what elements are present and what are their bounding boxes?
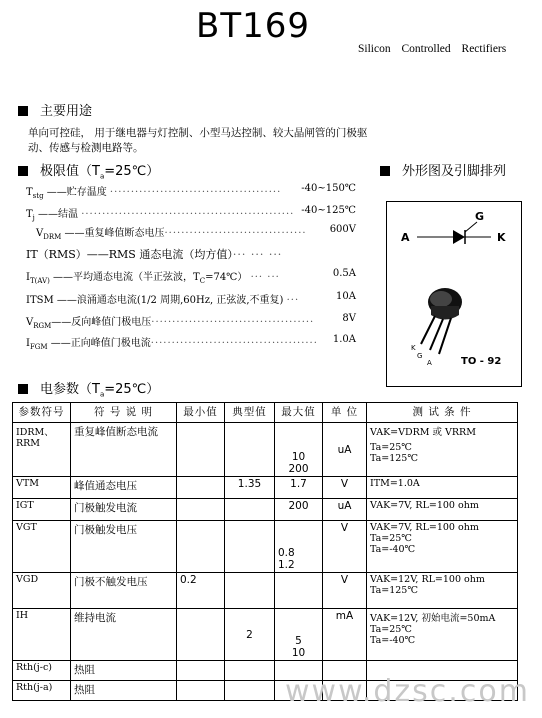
- usage-text: 单向可控硅， 用于继电器与灯控制、小型马达控制、较大晶闸管的门极驱动、传感与检测电路等。: [28, 127, 368, 154]
- bullet-square-icon: [380, 166, 390, 176]
- table-header-row: 参数符号 符 号 说 明 最小值 典型值 最大值 单 位 测 试 条 件: [13, 403, 518, 423]
- pin-g-label: G: [475, 210, 485, 223]
- table-row: IH 维持电流 2 5 10 mA VAK=12V, 初始电流=50mA Ta=25℃ Ta=-40℃: [13, 609, 518, 661]
- bullet-square-icon: [18, 166, 28, 176]
- bullet-square-icon: [18, 384, 28, 394]
- table-row: VGT 门极触发电压 0.8 1.2 V VAK=7V, RL=100 ohm Ta=25℃ Ta=-40℃: [13, 521, 518, 573]
- leg-g-label: G: [417, 352, 423, 360]
- pin-a-label: A: [401, 231, 410, 244]
- limit-row: $I_{T(AV)}$ ——平均通态电流（半正弦波，$T_C=74℃$） ··· ··· 0.5A: [26, 268, 356, 285]
- scr-symbol-icon: [387, 202, 521, 386]
- limit-row: $V_{DRM}$ ——重复峰值断态电压·································· 600V: [36, 224, 356, 241]
- pin-k-label: K: [497, 231, 506, 244]
- electrical-table: [12, 402, 518, 701]
- table-row: IGT 门极触发电流 200 uA VAK=7V, RL=100 ohm: [13, 499, 518, 521]
- limit-row: $T_{stg}$ ——贮存温度 ········································· -40~150℃: [26, 183, 356, 200]
- limit-row: $I_{FGM}$ ——正向峰值门极电流········································ 1.0A: [26, 334, 356, 351]
- leg-a-label: A: [427, 359, 432, 367]
- package-diagram: [386, 201, 522, 387]
- table-row: IDRM、RRM 重复峰值断态电流 10 200 uA VAK=VDRM 或 VRRM Ta=25℃ Ta=125℃: [13, 423, 518, 477]
- package-heading: 外形图及引脚排列: [380, 160, 506, 179]
- table-row: Rth(j-c) 热阻: [13, 661, 518, 681]
- electrical-heading: 电参数$(T_a=25℃)$: [18, 378, 159, 399]
- limit-row: $V_{RGM}——$反向峰值门极电压······································· 8V: [26, 313, 356, 330]
- limit-row: $T_j$ ——结温 ··················································· -40~125℃: [26, 205, 356, 222]
- limit-row: ITSM ——浪涌通态电流(1/2 周期,60Hz, 正弦波,不重复) ··· 10A: [26, 291, 356, 306]
- limit-row: IT（RMS）——RMS 通态电流（均方值）··· ··· ···: [26, 248, 283, 261]
- page-subtitle: Silicon Controlled Rectifiers: [358, 43, 507, 55]
- table-row: VGD 门极不触发电压 0.2 V VAK=12V, RL=100 ohm Ta=125℃: [13, 573, 518, 609]
- bullet-square-icon: [18, 106, 28, 116]
- watermark: www.dzsc.com: [285, 674, 530, 709]
- usage-heading: 主要用途: [18, 100, 92, 119]
- page-title: BT169: [196, 6, 310, 46]
- table-row: VTM 峰值通态电压 1.35 1.7 V ITM=1.0A: [13, 477, 518, 499]
- limits-heading: 极限值$(T_a=25℃)$: [18, 160, 159, 181]
- leg-k-label: K: [411, 344, 416, 352]
- table-row: Rth(j-a) 热阻: [13, 681, 518, 701]
- package-name: TO - 92: [461, 356, 502, 367]
